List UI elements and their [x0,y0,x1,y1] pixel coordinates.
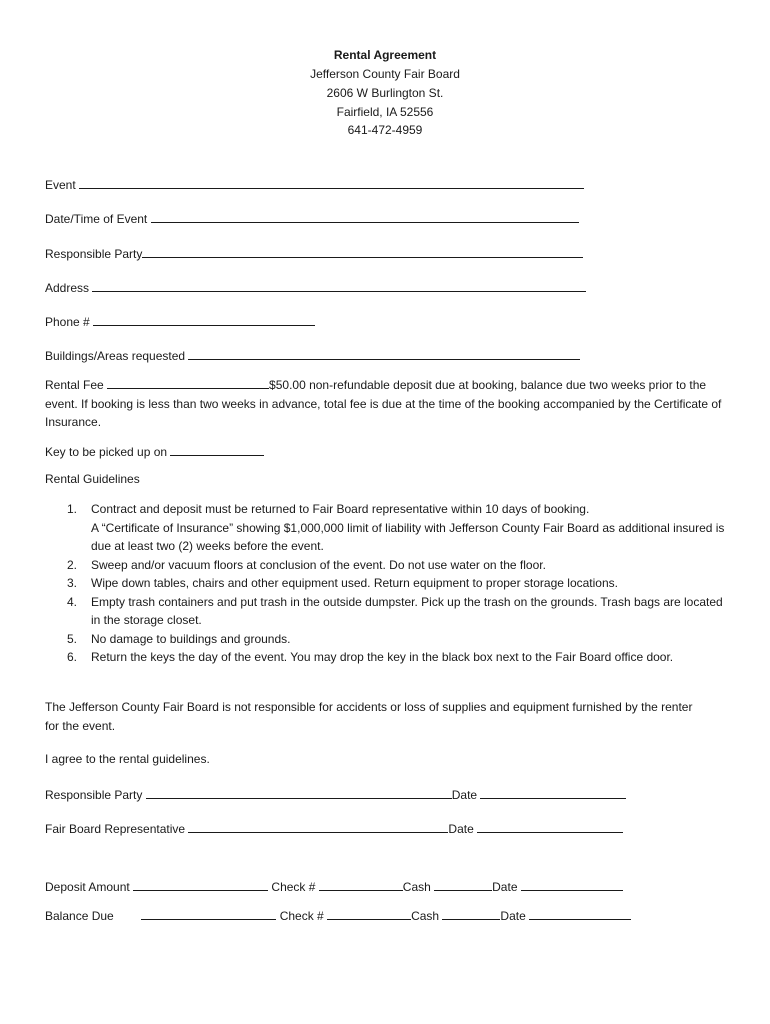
guideline-number: 3. [67,576,78,590]
guideline-number: 4. [67,594,78,609]
rental-fee-input-line[interactable] [107,376,269,389]
rental-fee-label: Rental Fee [45,378,104,392]
datetime-input-line[interactable] [151,210,579,223]
check-label: Check # [271,880,316,894]
guideline-number: 2. [67,557,78,572]
responsible-party-signature [45,786,626,803]
check-label: Check # [279,909,324,923]
deposit-row [45,878,623,895]
deposit-cash-line[interactable] [434,878,492,891]
org-phone: 641-472-4959 [347,123,423,137]
rep-signature-line[interactable] [188,820,448,833]
fair-board-rep-signature [45,820,623,837]
balance-row [45,907,631,924]
address-input-line[interactable] [92,279,586,292]
date-label: Date [492,880,518,894]
phone-label: Phone # [45,315,90,329]
guideline-item [45,648,735,667]
guideline-text: No damage to buildings and grounds. [91,631,291,646]
rental-fee-text-first: $50.00 non-refundable deposit due at booking, balance due two weeks prior to [269,378,687,392]
document-title: Rental Agreement [333,48,437,62]
balance-cash-line[interactable] [442,907,500,920]
balance-date-line[interactable] [529,907,631,920]
org-name: Jefferson County Fair Board [310,67,460,81]
key-pickup-input-line[interactable] [170,443,264,456]
guideline-number: 6. [67,650,78,664]
cash-label: Cash [402,880,431,894]
party-signature-line[interactable] [146,786,452,799]
guidelines-list [45,500,735,667]
guideline-number: 5. [67,631,78,646]
key-pickup-label: Key to be picked up on [45,445,168,459]
rental-fee-text-rest: the event. If booking is less than two weeks in advance, total fee is due at the time of the booking accompanied by the Certificate of Insurance. [45,378,722,429]
org-street: 2606 W Burlington St. [326,86,444,100]
key-pickup-field [45,443,264,460]
buildings-label: Buildings/Areas requested [45,349,186,363]
guideline-text: Wipe down tables, chairs and other equipment used. Return equipment to proper storage locations. [91,576,618,590]
balance-check-line[interactable] [327,907,411,920]
guideline-item [45,593,735,630]
guidelines-heading: Rental Guidelines [45,472,140,486]
agree-statement: I agree to the rental guidelines. [45,752,210,766]
balance-label: Balance Due [45,909,114,923]
responsible-party-label: Responsible Party [45,247,143,261]
phone-input-line[interactable] [93,313,315,326]
rental-fee-paragraph [45,376,725,432]
guideline-text: Sweep and/or vacuum floors at conclusion of the event. Do not use water on the floor. [91,557,546,572]
event-input-line[interactable] [79,176,584,189]
buildings-input-line[interactable] [188,347,580,360]
deposit-check-line[interactable] [319,878,403,891]
cash-label: Cash [411,909,440,923]
guideline-number: 1. [67,502,78,516]
responsible-party-field [45,245,583,262]
address-label: Address [45,281,90,295]
deposit-date-line[interactable] [521,878,623,891]
signature-date-label: Date [448,822,474,836]
phone-field [45,313,315,330]
signature-date-label: Date [451,788,478,802]
signature-rep-label: Fair Board Representative [45,822,186,836]
event-field [45,176,584,193]
guideline-item [45,500,735,556]
guideline-text: Empty trash containers and put trash in the outside dumpster. Pick up the trash on the grounds. Trash bags are located in the storage closet. [91,594,723,627]
balance-amount-line[interactable] [141,907,276,920]
guideline-item [45,630,735,649]
date-label: Date [500,909,526,923]
datetime-label: Date/Time of Event [45,212,148,226]
guideline-item [45,556,735,575]
buildings-field [45,347,580,364]
signature-party-label: Responsible Party [45,788,143,802]
event-label: Event [45,178,76,192]
org-city: Fairfield, IA 52556 [336,105,434,119]
disclaimer: The Jefferson County Fair Board is not responsible for accidents or loss of supplies and equipment furnished by the renter for the event. [45,700,693,733]
datetime-field [45,210,579,227]
guideline-text: Contract and deposit must be returned to Fair Board representative within 10 days of booking. [91,502,590,516]
party-date-line[interactable] [480,786,626,799]
guideline-item [45,574,735,593]
rep-date-line[interactable] [477,820,623,833]
guideline-text: Return the keys the day of the event. You may drop the key in the black box next to the Fair Board office door. [91,650,674,664]
address-field [45,279,586,296]
deposit-amount-line[interactable] [133,878,268,891]
responsible-party-input-line[interactable] [142,245,583,258]
guideline-extra: A “Certificate of Insurance” showing $1,000,000 limit of liability with Jefferson County Fair Board as additional insured is due at least two (2) weeks before the event. [91,520,725,553]
deposit-label: Deposit Amount [45,880,130,894]
